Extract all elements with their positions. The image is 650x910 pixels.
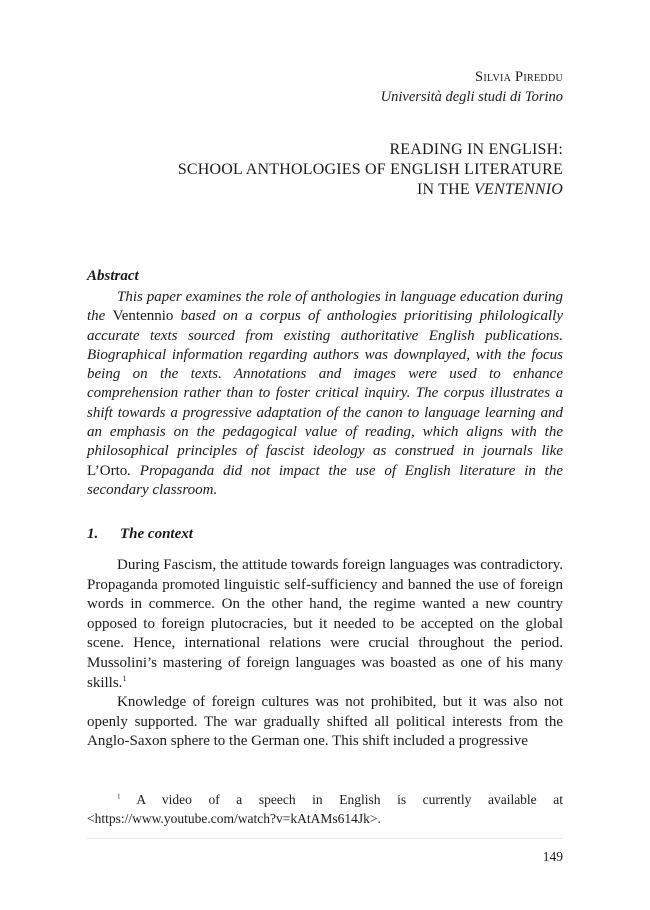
title-line-3-italic: VENTENNIO bbox=[474, 181, 563, 198]
title-line-3 bbox=[178, 180, 563, 200]
footnote-ref-1[interactable]: 1 bbox=[122, 673, 127, 683]
title-line-3-prefix: IN THE bbox=[416, 181, 475, 198]
paragraph-1-text: During Fascism, the attitude towards foreign languages was contradictory. Propaganda promoted linguistic self-sufficiency and banned the use of foreign words in commerce. On the other hand, the regime wanted a new country opposed to foreign plutocracies, but it needed to be accepted on the global scene. Hence, international relations were crucial throughout the period. Mussolini’s mastering of foreign languages was boasted as one of his many skills. bbox=[87, 557, 563, 691]
section-title: The context bbox=[120, 526, 193, 542]
abstract-part-3: . Propaganda did not impact the use of English literature in the secondary classroom. bbox=[87, 462, 563, 498]
author-block bbox=[381, 67, 563, 107]
abstract-lorto: L’Orto bbox=[87, 462, 128, 479]
section-heading bbox=[87, 526, 193, 543]
section-number: 1. bbox=[87, 526, 99, 542]
abstract-ventennio: Ventennio bbox=[112, 308, 174, 325]
title-line-2: SCHOOL ANTHOLOGIES OF ENGLISH LITERATURE bbox=[177, 161, 563, 178]
page-number: 149 bbox=[542, 849, 563, 864]
footer-divider bbox=[87, 838, 563, 839]
title-line-1: READING IN ENGLISH: bbox=[389, 141, 563, 158]
body-text bbox=[87, 556, 563, 752]
abstract-part-1: This paper examines the role of anthologies in language education during the bbox=[87, 289, 563, 325]
abstract-heading: Abstract bbox=[87, 268, 139, 284]
author-affiliation: Università degli studi di Torino bbox=[380, 89, 563, 105]
abstract-part-2: based on a corpus of anthologies prioritising philologically accurate texts sourced from existing authoritative English publications. Biographical information regarding authors was downplayed, with the focus being on the texts. Annotations and images were used to enhance comprehension rather than to foster critical inquiry. The corpus illustrates a shift towards a progressive adaptation of the canon to language learning and an emphasis on the pedagogical value of reading, which aligns with the philosophical principles of fascist ideology as construed in journals like bbox=[87, 308, 563, 460]
author-name: Silvia Pireddu bbox=[474, 69, 563, 85]
paragraph-2: Knowledge of foreign cultures was not prohibited, but it was also not openly supported. The war gradually shifted all political interests from the Anglo-Saxon sphere to the German one. This shift included a progressive bbox=[87, 694, 563, 750]
footnote bbox=[87, 790, 563, 828]
footnote-text: A video of a speech in English is currently available at <https://www.youtube.com/watch?v=kAtAMs614Jk>. bbox=[87, 792, 563, 826]
footnote-marker: 1 bbox=[117, 792, 121, 801]
paper-title bbox=[178, 140, 563, 200]
paragraph-1 bbox=[87, 556, 563, 693]
abstract-text bbox=[87, 288, 563, 500]
